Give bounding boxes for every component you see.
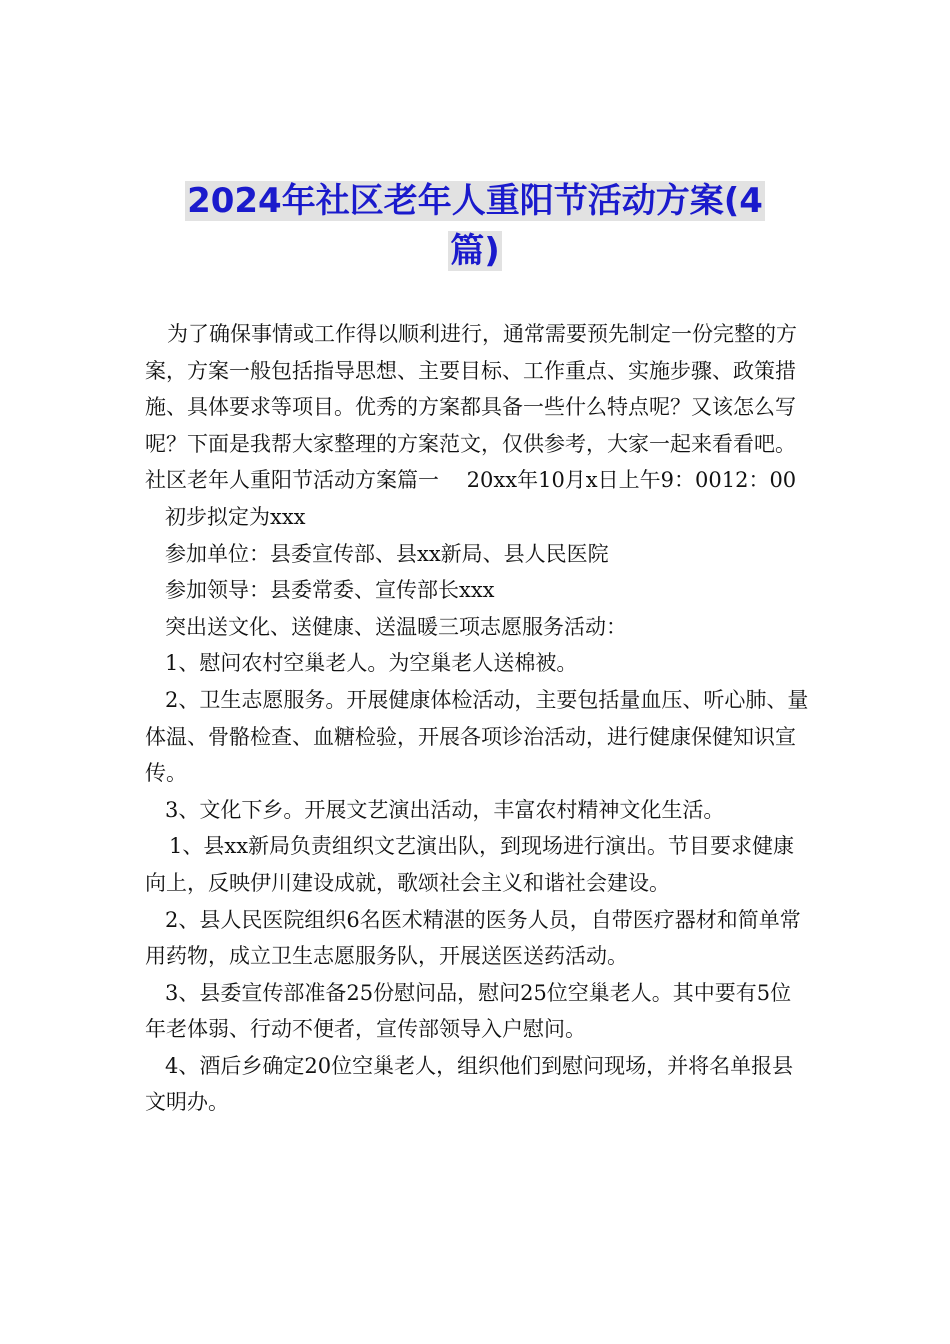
paragraph-units: 参加单位：县委宣传部、县xx新局、县人民医院 (165, 541, 609, 566)
list-item: 4、酒后乡确定20位空巢老人，组织他们到慰问现场，并将名单报县文明办。 (145, 1053, 794, 1115)
title-line-1: 2024年社区老年人重阳节活动方案(4 (187, 181, 763, 221)
paragraph-draft: 初步拟定为xxx (165, 504, 306, 529)
paragraph-leaders: 参加领导：县委常委、宣传部长xxx (165, 578, 495, 603)
list-item: 2、县人民医院组织6名医术精湛的医务人员，自带医疗器材和简单常用药物，成立卫生志愿服务队，开展送医送药活动。 (145, 907, 801, 969)
list-item: 1、县xx新局负责组织文艺演出队，到现场进行演出。节目要求健康向上，反映伊川建设成就，歌颂社会主义和谐社会建设。 (145, 834, 795, 895)
list-item: 3、县委宣传部准备25份慰问品，慰问25位空巢老人。其中要有5位年老体弱、行动不便者，宣传部领导入户慰问。 (145, 980, 792, 1042)
section-heading-1: 社区老年人重阳节活动方案篇一 20xx年10月x日上午9：0012：00 (145, 468, 797, 493)
document-title (140, 176, 810, 276)
list-item: 2、卫生志愿服务。开展健康体检活动，主要包括量血压、听心肺、量体温、骨骼检查、血糖检验，开展各项诊治活动，进行健康保健知识宣传。 (145, 687, 809, 786)
intro-paragraph: 为了确保事情或工作得以顺利进行，通常需要预先制定一份完整的方案，方案一般包括指导思想、主要目标、工作重点、实施步骤、政策措施、具体要求等项目。优秀的方案都具备一些什么特点呢？又该怎么写呢？下面是我帮大家整理的方案范文，仅供参考，大家一起来看看吧。 (145, 322, 797, 456)
list-item: 3、文化下乡。开展文艺演出活动，丰富农村精神文化生活。 (165, 797, 725, 822)
title-line-2: 篇) (450, 231, 500, 271)
document-body (145, 316, 810, 1121)
list-item: 1、慰问农村空巢老人。为空巢老人送棉被。 (165, 651, 578, 676)
paragraph-activities: 突出送文化、送健康、送温暖三项志愿服务活动： (165, 614, 627, 639)
